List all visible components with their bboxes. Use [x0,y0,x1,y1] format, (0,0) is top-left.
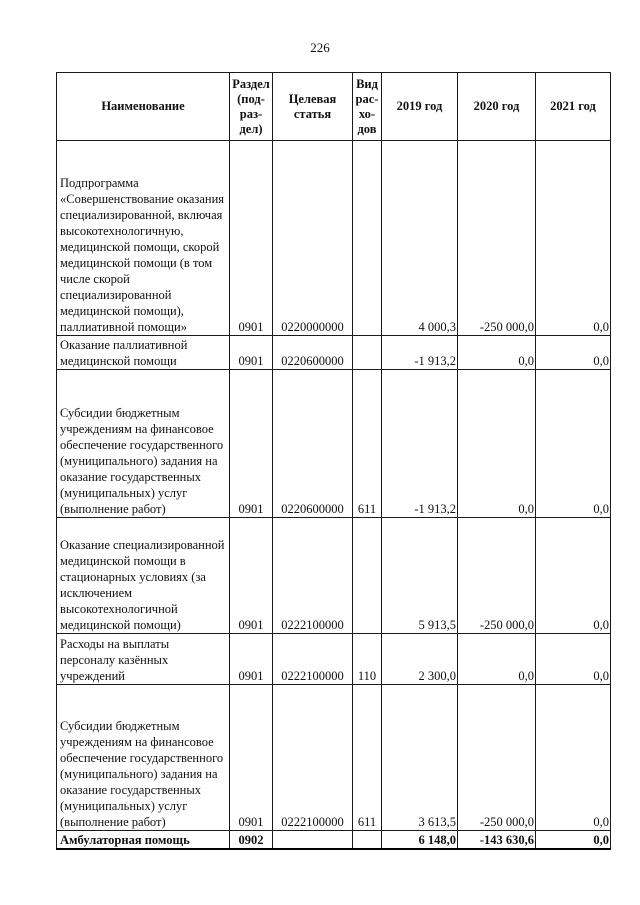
row-2019: 5 913,5 [382,518,458,634]
budget-table [56,72,611,850]
table-row [57,370,611,518]
row-name: Оказание специализированной медицинской помощи в стационарных условиях (за исключением высокотехнологичной медицинской помощи) [57,518,230,634]
row-type [353,831,382,849]
row-2021: 0,0 [536,336,611,370]
header-2020: 2020 год [458,73,536,141]
row-2020: 0,0 [458,634,536,685]
row-2019: -1 913,2 [382,370,458,518]
row-2021: 0,0 [536,634,611,685]
row-section: 0901 [230,518,273,634]
header-section: Раздел (под-раз-дел) [230,73,273,141]
row-2021: 0,0 [536,370,611,518]
row-2019: 2 300,0 [382,634,458,685]
row-target [273,831,353,849]
row-name: Подпрограмма «Совершенствование оказания специализированной, включая высокотехнологичную, медицинской помощи, скорой медицинской помощи (в том числе скорой специализированной медицинской помощи), паллиативной помощи» [57,141,230,336]
row-2020: -143 630,6 [458,831,536,849]
row-type: 611 [353,370,382,518]
row-target: 0222100000 [273,518,353,634]
row-2019: 4 000,3 [382,141,458,336]
row-section: 0901 [230,336,273,370]
row-section: 0901 [230,141,273,336]
row-target: 0222100000 [273,685,353,831]
row-name: Амбулаторная помощь [57,831,230,849]
row-name: Расходы на выплаты персоналу казённых учреждений [57,634,230,685]
table-row [57,141,611,336]
row-name: Субсидии бюджетным учреждениям на финансовое обеспечение государственного (муниципального) задания на оказание государственных (муниципальных) услуг (выполнение работ) [57,370,230,518]
row-type: 110 [353,634,382,685]
row-2020: 0,0 [458,370,536,518]
row-type [353,141,382,336]
row-2020: -250 000,0 [458,141,536,336]
row-2020: 0,0 [458,336,536,370]
row-section: 0901 [230,634,273,685]
header-type: Вид рас-хо-дов [353,73,382,141]
row-type: 611 [353,685,382,831]
row-section: 0901 [230,370,273,518]
row-2021: 0,0 [536,831,611,849]
table-row [57,336,611,370]
row-2019: 3 613,5 [382,685,458,831]
row-2020: -250 000,0 [458,518,536,634]
row-name: Субсидии бюджетным учреждениям на финансовое обеспечение государственного (муниципального) задания на оказание государственных (муниципальных) услуг (выполнение работ) [57,685,230,831]
row-2019: 6 148,0 [382,831,458,849]
row-2021: 0,0 [536,141,611,336]
row-2021: 0,0 [536,518,611,634]
table-row [57,634,611,685]
row-2021: 0,0 [536,685,611,831]
header-2021: 2021 год [536,73,611,141]
row-section: 0902 [230,831,273,849]
row-target: 0220600000 [273,336,353,370]
row-section: 0901 [230,685,273,831]
row-target: 0220600000 [273,370,353,518]
row-name: Оказание паллиативной медицинской помощи [57,336,230,370]
table-header-row [57,73,611,141]
row-2020: -250 000,0 [458,685,536,831]
table-row [57,685,611,831]
header-2019: 2019 год [382,73,458,141]
page-number: 226 [310,40,330,55]
row-type [353,518,382,634]
row-type [353,336,382,370]
row-2019: -1 913,2 [382,336,458,370]
table-row-total [57,831,611,849]
row-target: 0220000000 [273,141,353,336]
header-name: Наименование [57,73,230,141]
header-target: Целевая статья [273,73,353,141]
row-target: 0222100000 [273,634,353,685]
table-row [57,518,611,634]
